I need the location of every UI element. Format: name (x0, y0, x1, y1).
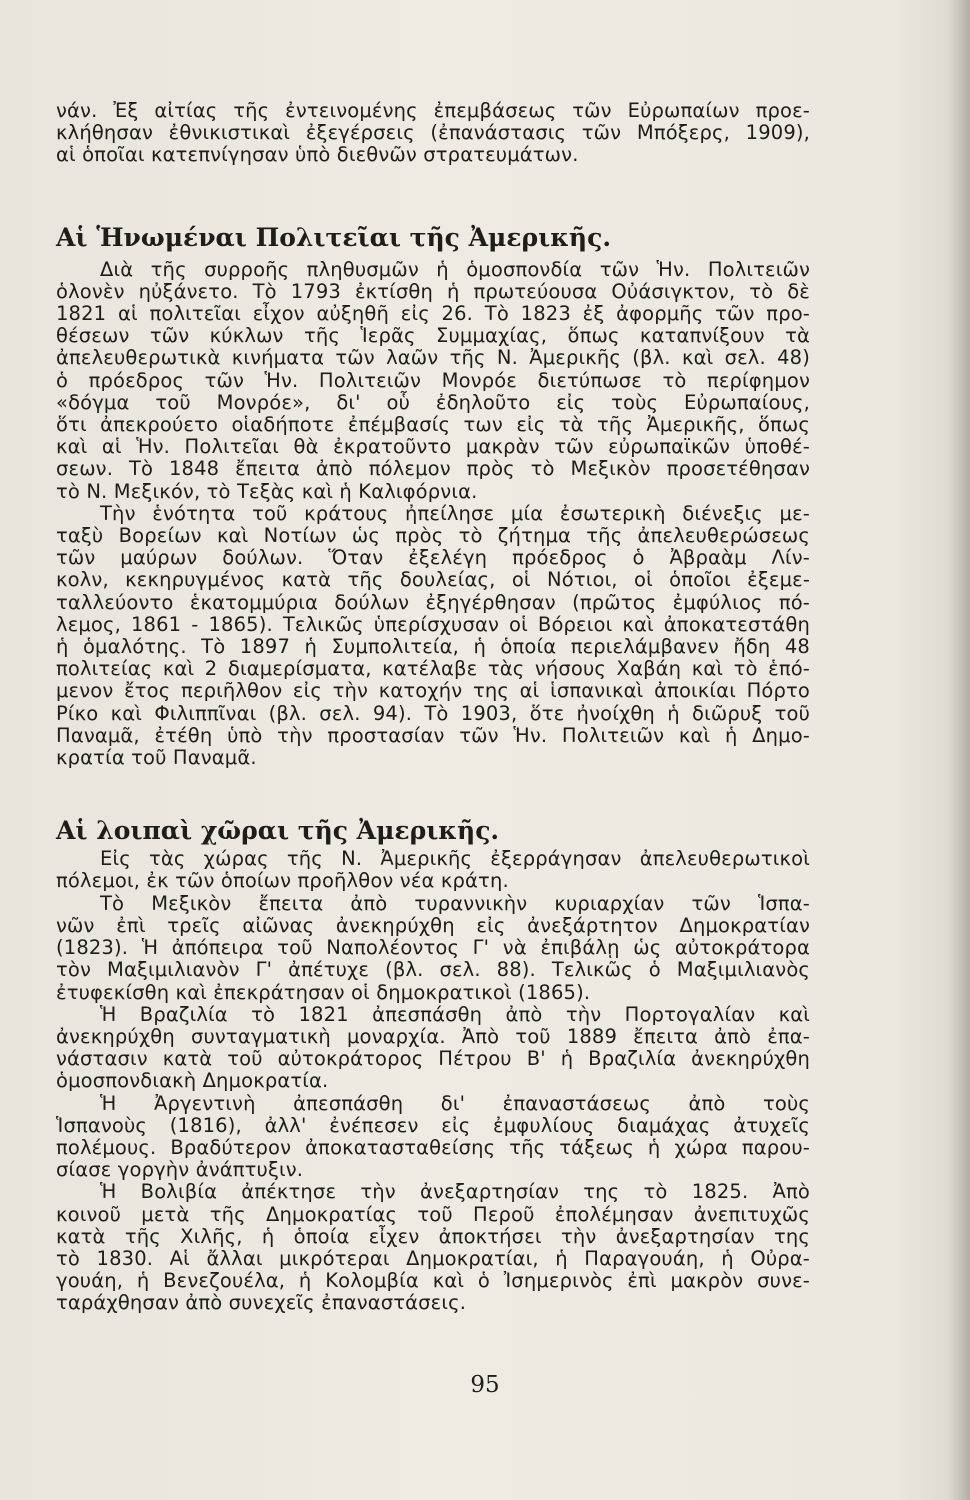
text-line: λεμος, 1861 - 1865). Τελικῶς ὑπερίσχυσαν οἱ Βόρειοι καὶ ἀποκατεστάθη (56, 612, 810, 636)
page-body (56, 100, 810, 1315)
page-number: 95 (470, 1372, 500, 1398)
text-line: Παναμᾶ, ἐτέθη ὑπὸ τὴν προστασίαν τῶν Ἡν. Πολιτειῶν καὶ ἡ Δημο- (56, 723, 810, 747)
text-line: τῶν μαύρων δούλων. Ὅταν ἐξελέγη πρόεδρος ὁ Ἀβραὰμ Λίν- (56, 546, 810, 570)
paragraph (56, 1181, 810, 1314)
text-line: Διὰ τῆς συρροῆς πληθυσμῶν ἡ ὁμοσπονδία τῶν Ἡν. Πολιτειῶν (100, 257, 810, 281)
paragraph (56, 848, 810, 892)
text-line: ἐτυφεκίσθη καὶ ἐπεκράτησαν οἱ δημοκρατικοὶ (1865). (56, 980, 591, 1004)
section-body (56, 259, 810, 770)
text-line: Ἡ Βραζιλία τὸ 1821 ἀπεσπάσθη ἀπὸ τὴν Πορτογαλίαν καὶ (100, 1002, 810, 1026)
text-line: πολιτείας καὶ 2 διαμερίσματα, κατέλαβε τὰς νήσους Χαβάη καὶ τὸ ἑπό- (56, 657, 810, 681)
text-line: νάν. Ἐξ αἰτίας τῆς ἐντεινομένης ἐπεμβάσεως τῶν Εὐρωπαίων προε- (56, 99, 810, 122)
text-line: ὁμοσπονδιακὴ Δημοκρατία. (56, 1069, 329, 1093)
text-line: γουάη, ἡ Βενεζουέλα, ἡ Κολομβία καὶ ὁ Ἰσημερινὸς ἐπὶ μακρὸν συνε- (56, 1269, 810, 1293)
text-line: πόλεμοι, ἐκ τῶν ὁποίων προῆλθον νέα κράτη. (56, 869, 509, 893)
text-line: Ἱσπανοὺς (1816), ἀλλ' ἐνέπεσεν εἰς ἐμφυλίους διαμάχας ἀτυχεῖς (56, 1113, 810, 1137)
text-line: αἱ ὁποῖαι κατεπνίγησαν ὑπὸ διεθνῶν στρατευμάτων. (56, 143, 579, 167)
text-line: νάστασιν κατὰ τοῦ αὐτοκράτορος Πέτρου Β' ἡ Βραζιλία ἀνεκηρύχθη (56, 1047, 810, 1071)
paragraph (56, 1004, 810, 1093)
text-line: ὁ πρόεδρος τῶν Ἡν. Πολιτειῶν Μονρόε διετύπωσε τὸ περίφημον (56, 368, 810, 392)
text-line: θέσεων τῶν κύκλων τῆς Ἱερᾶς Συμμαχίας, ὅπως καταπνίξουν τὰ (56, 324, 810, 348)
text-line: ὁλονὲν ηὐξάνετο. Τὸ 1793 ἐκτίσθη ἡ πρωτεύουσα Οὐάσιγκτον, τὸ δὲ (56, 279, 810, 303)
text-line: τὸ 1830. Αἱ ἄλλαι μικρότεραι Δημοκρατίαι, ἡ Παραγουάη, ἡ Οὐρα- (56, 1246, 810, 1270)
text-line: νῶν ἐπὶ τρεῖς αἰῶνας ἀνεκηρύχθη εἰς ἀνεξάρτητον Δημοκρατίαν (56, 913, 810, 937)
text-line: κοινοῦ μετὰ τῆς Δημοκρατίας τοῦ Περοῦ ἐπολέμησαν ἀνεπιτυχῶς (56, 1202, 810, 1226)
paragraph (56, 100, 810, 167)
section-other-countries (56, 816, 810, 1314)
text-line: ἀπελευθερωτικὰ κινήματα τῶν λαῶν τῆς Ν. Ἀμερικῆς (βλ. καὶ σελ. 48) (56, 346, 810, 370)
text-line: Ρίκο καὶ Φιλιππῖναι (βλ. σελ. 94). Τὸ 1903, ὅτε ἠνοίχθη ἡ διῶρυξ τοῦ (56, 701, 810, 725)
text-line: πολέμους. Βραδύτερον ἀποκατασταθείσης τῆς τάξεως ἡ χώρα παρου- (56, 1135, 810, 1159)
page-edge-shadow (948, 0, 970, 1500)
text-line: σίασε γοργὴν ἀνάπτυξιν. (56, 1158, 304, 1182)
text-line: κρατία τοῦ Παναμᾶ. (56, 746, 257, 770)
paragraph (56, 893, 810, 1004)
text-line: Τὴν ἑνότητα τοῦ κράτους ἠπείλησε μία ἐσωτερικὴ διένεξις με- (100, 501, 810, 525)
text-line: τὸν Μαξιμιλιανὸν Γ' ἀπέτυχε (βλ. σελ. 88). Τελικῶς ὁ Μαξιμιλιανὸς (56, 958, 810, 982)
intro-paragraph (56, 100, 810, 167)
text-line: Τὸ Μεξικὸν ἔπειτα ἀπὸ τυραννικὴν κυριαρχίαν τῶν Ἱσπα- (100, 891, 810, 915)
text-line: Ἡ Βολιβία ἀπέκτησε τὴν ἀνεξαρτησίαν της τὸ 1825. Ἀπὸ (100, 1180, 810, 1204)
text-line: ταλλεύοντο ἑκατομμύρια δούλων ἐξηγέρθησαν (πρῶτος ἐμφύλιος πό- (56, 590, 810, 614)
section-heading: Αἱ Ἡνωμέναι Πολιτεῖαι τῆς Ἀμερικῆς. (56, 222, 612, 252)
text-line: μενον ἔτος περιῆλθον εἰς τὴν κατοχήν της αἱ ἱσπανικαὶ ἀποικίαι Πόρτο (56, 679, 810, 703)
section-united-states (56, 223, 810, 770)
text-line: τὸ Ν. Μεξικόν, τὸ Τεξὰς καὶ ἡ Καλιφόρνια. (56, 479, 478, 503)
text-line: κατὰ τῆς Χιλῆς, ἡ ὁποία εἶχεν ἀποκτήσει τὴν ἀνεξαρτησίαν της (56, 1224, 810, 1248)
text-line: καὶ αἱ Ἡν. Πολιτεῖαι θὰ ἐκρατοῦντο μακρὰν τῶν εὐρωπαϊκῶν ὑποθέ- (56, 435, 810, 459)
text-line: σεων. Τὸ 1848 ἔπειτα ἀπὸ πόλεμον πρὸς τὸ Μεξικὸν προσετέθησαν (56, 457, 810, 481)
paragraph (56, 259, 810, 503)
text-line: ὅτι ἀπεκρούετο οἱαδήποτε ἐπέμβασίς των εἰς τὰ τῆς Ἀμερικῆς, ὅπως (56, 413, 810, 437)
text-line: κλήθησαν ἐθνικιστικαὶ ἐξεγέρσεις (ἐπανάστασις τῶν Μπόξερς, 1909), (56, 121, 810, 145)
text-line: (1823). Ἡ ἀπόπειρα τοῦ Ναπολέοντος Γ' νὰ ἐπιβάλῃ ὡς αὐτοκράτορα (56, 936, 810, 960)
text-line: ἀνεκηρύχθη συνταγματικὴ μοναρχία. Ἀπὸ τοῦ 1889 ἔπειτα ἀπὸ ἐπα- (56, 1024, 810, 1048)
section-body (56, 848, 810, 1314)
text-line: ταράχθησαν ἀπὸ συνεχεῖς ἐπαναστάσεις. (56, 1291, 467, 1315)
text-line: κολν, κεκηρυγμένος κατὰ τῆς δουλείας, οἱ Νότιοι, οἱ ὁποῖοι ἐξεμε- (56, 568, 810, 592)
text-line: «δόγμα τοῦ Μονρόε», δι' οὗ ἐδηλοῦτο εἰς τοὺς Εὐρωπαίους, (56, 390, 810, 414)
text-line: ἡ ὁμαλότης. Τὸ 1897 ἡ Συμπολιτεία, ἡ ὁποία περιελάμβανεν ἤδη 48 (56, 635, 810, 659)
text-line: Ἡ Ἀργεντινὴ ἀπεσπάσθη δι' ἐπαναστάσεως ἀπὸ τοὺς (100, 1091, 810, 1115)
paragraph (56, 503, 810, 769)
section-heading: Αἱ λοιπαὶ χῶραι τῆς Ἀμερικῆς. (56, 816, 500, 846)
text-line: ταξὺ Βορείων καὶ Νοτίων ὡς πρὸς τὸ ζήτημα τῆς ἀπελευθερώσεως (56, 524, 810, 548)
paragraph (56, 1093, 810, 1182)
text-line: Εἰς τὰς χώρας τῆς Ν. Ἀμερικῆς ἐξερράγησαν ἀπελευθερωτικοὶ (100, 847, 810, 871)
text-line: 1821 αἱ πολιτεῖαι εἶχον αὐξηθῆ εἰς 26. Τὸ 1823 ἐξ ἀφορμῆς τῶν προ- (56, 302, 810, 326)
